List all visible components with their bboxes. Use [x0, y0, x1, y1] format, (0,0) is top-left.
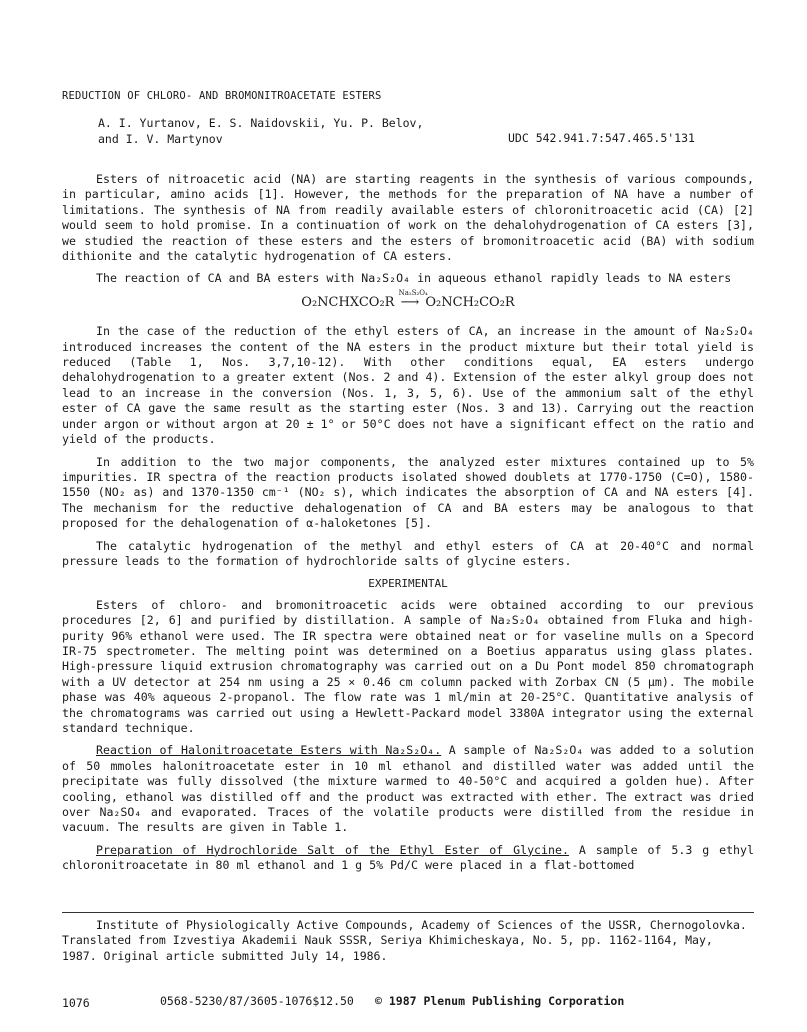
equation-reagent: Na₂S₂O₄	[398, 288, 428, 297]
reaction-equation	[62, 288, 754, 310]
intro-paragraph: Esters of nitroacetic acid (NA) are starting reagents in the synthesis of various compounds, in particular, amino acids [1]. However, the methods for the preparation of NA have a number of limitations. The synthesis of NA from readily available esters of chloronitroacetic acid (CA) [2] would seem to hold promise. In a continuation of work on the dehalohydrogenation of CA esters [3], we studied the reaction of these esters and the esters of bromonitroacetic acid (BA) with sodium dithionite and the catalytic hydrogenation of CA esters.	[62, 172, 754, 264]
results-paragraph: In the case of the reduction of the ethyl esters of CA, an increase in the amount of Na₂S₂O₄ introduced increases the content of the NA esters in the product mixture but their total yield is reduced (Table 1, Nos. 3,7,10-12). With other conditions equal, EA esters undergo dehalohydrogenation to a greater extent (Nos. 2 and 4). Extension of the ester alkyl group does not lead to an increase in the conversion (Nos. 1, 3, 5, 6). Use of the ammonium salt of the ethyl ester of CA gave the same result as the starting ester (Nos. 3 and 13). Carrying out the reaction under argon or without argon at 20 ± 1° or 50°C does not have a significant effect on the ratio and yield of the products.	[62, 324, 754, 447]
authors-line-2: and I. V. Martynov	[98, 132, 223, 146]
reaction-arrow: Na₂S₂O₄ ⟶	[399, 295, 422, 310]
copyright-notice: © 1987 Plenum Publishing Corporation	[375, 994, 625, 1008]
procedure-paragraph	[62, 743, 754, 835]
author-list	[98, 115, 423, 147]
preparation-text: A sample of 5.3 g ethyl chloronitroacetate in 80 ml ethanol and 1 g 5% Pd/C were placed in a flat-bottomed	[62, 842, 754, 873]
footnote	[62, 918, 754, 964]
experimental-heading: EXPERIMENTAL	[368, 577, 448, 591]
equation-product: O₂NCH₂CO₂R	[425, 294, 515, 310]
procedure-text: A sample of Na₂S₂O₄ was added to a solution of 50 mmoles halonitroacetate ester in 10 ml ethanol and distilled water was added until the precipitate was fully dissolved (the mixture warmed to 40-50°C and acquired a golden hue). After cooling, ethanol was distilled off and the product was extracted with ether. The extract was dried over Na₂SO₄ and evaporated. Traces of the volatile products were distilled from the residue in vacuum. The results are given in Table 1.	[62, 743, 754, 835]
page-number: 1076	[62, 996, 90, 1010]
footnote-text: Institute of Physiologically Active Compounds, Academy of Sciences of the USSR, Chernogolovka. Translated from Izvestiya Akademii Nauk SSSR, Seriya Khimicheskaya, No. 5, pp. 1162-1164, May, 1987. Original article submitted July 14, 1986.	[62, 918, 747, 963]
reaction-paragraph: The reaction of CA and BA esters with Na₂S₂O₄ in aqueous ethanol rapidly leads to NA esters	[96, 271, 732, 286]
hydrogenation-paragraph: The catalytic hydrogenation of the methyl and ethyl esters of CA at 20-40°C and normal pressure leads to the formation of hydrochloride salts of glycine esters.	[62, 538, 754, 568]
udc-code: UDC 542.941.7:547.465.5'131	[508, 131, 695, 145]
issn-price: 0568-5230/87/3605-1076$12.50	[160, 994, 354, 1008]
equation-reactant: O₂NCHXCO₂R	[301, 294, 395, 310]
article-body	[62, 172, 754, 881]
preparation-paragraph	[62, 843, 754, 874]
materials-paragraph: Esters of chloro- and bromonitroacetic acids were obtained according to our previous procedures [2, 6] and purified by distillation. A sample of Na₂S₂O₄ obtained from Fluka and high-purity 96% ethanol were used. The IR spectra were obtained neat or for vaseline mulls on a Specord IR-75 spectrometer. The melting point was determined on a Boetius apparatus using glass plates. High-pressure liquid extrusion chromatography was carried out on a Du Pont model 850 chromatograph with a UV detector at 254 nm using a 25 × 0.46 cm column packed with Zorbax CN (5 μm). The mobile phase was 40% aqueous 2-propanol. The flow rate was 1 ml/min at 20-25°C. Quantitative analysis of the chromatograms was carried out using a Hewlett-Packard model 3380A integrator using the external standard technique.	[62, 597, 754, 735]
impurities-paragraph: In addition to the two major components, the analyzed ester mixtures contained up to 5% impurities. IR spectra of the reaction products isolated showed doublets at 1770-1750 (C=O), 1580-1550 (NO₂ as) and 1370-1350 cm⁻¹ (NO₂ s), which indicates the absorption of CA and NA esters [4]. The mechanism for the reductive dehalogenation of CA and BA esters may be analogous to that proposed for the dehalogenation of α-haloketones [5].	[62, 454, 754, 531]
preparation-heading: Preparation of Hydrochloride Salt of the Ethyl Ester of Glycine.	[96, 842, 569, 857]
procedure-heading: Reaction of Halonitroacetate Esters with Na₂S₂O₄.	[96, 743, 442, 758]
article-title: REDUCTION OF CHLORO- AND BROMONITROACETATE ESTERS	[62, 90, 382, 102]
authors-line-1: A. I. Yurtanov, E. S. Naidovskii, Yu. P. Belov,	[98, 116, 424, 130]
footnote-divider	[62, 912, 754, 913]
